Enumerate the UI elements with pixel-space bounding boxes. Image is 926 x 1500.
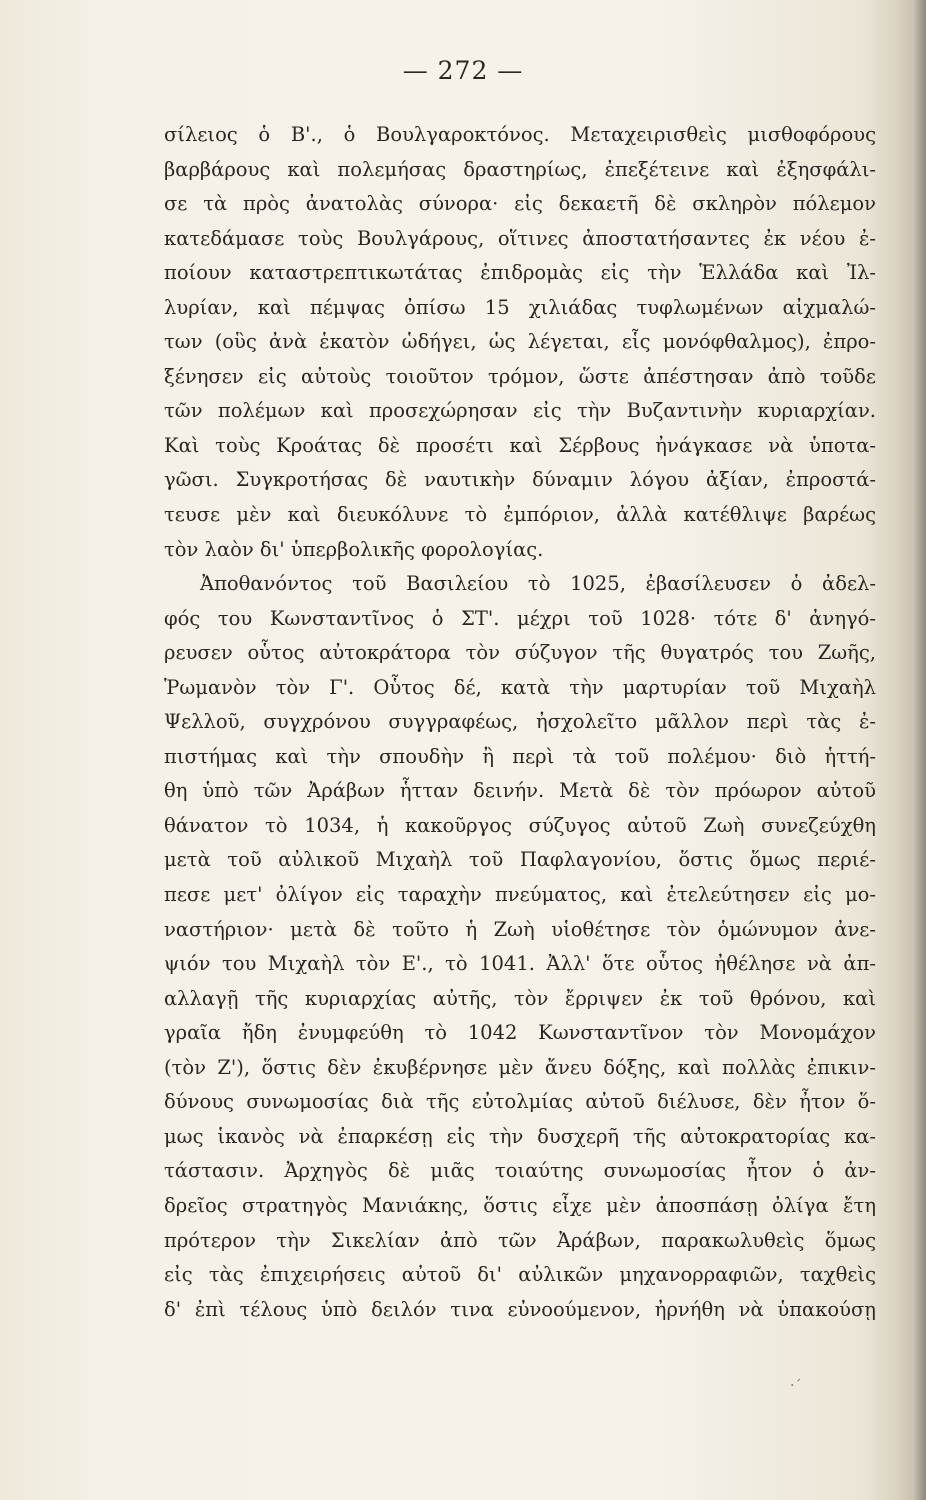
text-line: αλλαγῇ τῆς κυριαρχίας αὐτῆς, τὸν ἔρριψεν ἐκ τοῦ θρόνου, καὶ (164, 986, 876, 1010)
text-line: πεσε μετ' ὀλίγον εἰς ταραχὴν πνεύματος, καὶ ἐτελεύτησεν εἰς μο- (164, 883, 876, 907)
body-text (164, 118, 876, 1327)
text-line: δύνους συνωμοσίας διὰ τῆς εὐτολμίας αὐτοῦ διέλυσε, δὲν ἦτον ὅ- (164, 1090, 876, 1114)
text-line: σίλειος ὁ Β'., ὁ Βουλγαροκτόνος. Μεταχειρισθεὶς μισθοφόρους (164, 123, 876, 146)
text-line: ξένησεν εἰς αὐτοὺς τοιοῦτον τρόμον, ὥστε ἀπέστησαν ἀπὸ τοῦδε (164, 364, 876, 388)
text-line: φός του Κωνσταντῖνος ὁ ΣΤ'. μέχρι τοῦ 1028· τότε δ' ἀνηγό- (164, 606, 876, 630)
text-line: ποίουν καταστρεπτικωτάτας ἐπιδρομὰς εἰς τὴν Ἑλλάδα καὶ Ἰλ- (164, 261, 876, 285)
text-line: Καὶ τοὺς Κροάτας δὲ προσέτι καὶ Σέρβους ἠνάγκασε νὰ ὑποτα- (164, 433, 876, 457)
page-edge-shadow (912, 0, 926, 1500)
text-line: γῶσι. Συγκροτήσας δὲ ναυτικὴν δύναμιν λόγου ἀξίαν, ἐπροστά- (164, 468, 876, 492)
text-line: (τὸν Ζ'), ὅστις δὲν ἐκυβέρνησε μὲν ἄνευ δόξης, καὶ πολλὰς ἐπικιν- (164, 1055, 876, 1079)
text-line: γραῖα ἤδη ἐνυμφεύθη τὸ 1042 Κωνσταντῖνον τὸν Μονομάχον (164, 1021, 876, 1045)
text-line: θάνατον τὸ 1034, ἡ κακοῦργος σύζυγος αὐτοῦ Ζωὴ συνεζεύχθη (164, 813, 876, 837)
text-line: πιστήμας καὶ τὴν σπουδὴν ἢ περὶ τὰ τοῦ πολέμου· διὸ ἡττή- (164, 744, 876, 768)
text-line: τευσε μὲν καὶ διευκόλυνε τὸ ἐμπόριον, ἀλλὰ κατέθλιψε βαρέως (164, 503, 876, 527)
ink-speck: ·´ (790, 1378, 802, 1394)
text-line: τῶν πολέμων καὶ προσεχώρησαν εἰς τὴν Βυζαντινὴν κυριαρχίαν. (164, 399, 876, 423)
text-line: θη ὑπὸ τῶν Ἀράβων ἧτταν δεινήν. Μετὰ δὲ τὸν πρόωρον αὐτοῦ (164, 779, 876, 803)
text-line: σε τὰ πρὸς ἀνατολὰς σύνορα· εἰς δεκαετῆ δὲ σκληρὸν πόλεμον (164, 192, 876, 216)
paragraph-start-line: Ἀποθανόντος τοῦ Βασιλείου τὸ 1025, ἐβασίλευσεν ὁ ἀδελ- (200, 572, 876, 596)
text-line: ναστήριον· μετὰ δὲ τοῦτο ἡ Ζωὴ υἱοθέτησε τὸν ὁμώνυμον ἀνε- (164, 917, 876, 941)
text-line: μως ἱκανὸς νὰ ἐπαρκέσῃ εἰς τὴν δυσχερῆ τῆς αὐτοκρατορίας κα- (164, 1124, 876, 1148)
text-line: δρεῖος στρατηγὸς Μανιάκης, ὅστις εἶχε μὲν ἀποσπάσῃ ὀλίγα ἔτη (164, 1193, 876, 1217)
page-number: — 272 — (402, 56, 524, 85)
text-line: των (οὓς ἀνὰ ἑκατὸν ὡδήγει, ὡς λέγεται, εἷς μονόφθαλμος), ἐπρο- (164, 330, 876, 354)
text-line: ψιόν του Μιχαὴλ τὸν Ε'., τὸ 1041. Ἀλλ' ὅτε οὗτος ἠθέλησε νὰ ἀπ- (164, 952, 876, 976)
text-line: βαρβάρους καὶ πολεμήσας δραστηρίως, ἐπεξέτεινε καὶ ἐξησφάλι- (164, 157, 876, 181)
text-line: Ψελλοῦ, συγχρόνου συγγραφέως, ἠσχολεῖτο μᾶλλον περὶ τὰς ἐ- (164, 710, 876, 734)
text-line: μετὰ τοῦ αὐλικοῦ Μιχαὴλ τοῦ Παφλαγονίου, ὅστις ὅμως περιέ- (164, 848, 876, 872)
text-line: τάστασιν. Ἀρχηγὸς δὲ μιᾶς τοιαύτης συνωμοσίας ἦτον ὁ ἀν- (164, 1159, 876, 1183)
text-line: Ῥωμανὸν τὸν Γ'. Οὗτος δέ, κατὰ τὴν μαρτυρίαν τοῦ Μιχαὴλ (164, 675, 876, 699)
text-line: εἰς τὰς ἐπιχειρήσεις αὐτοῦ δι' αὐλικῶν μηχανορραφιῶν, ταχθεὶς (164, 1263, 876, 1287)
text-line: ρευσεν οὗτος αὐτοκράτορα τὸν σύζυγον τῆς θυγατρός του Ζωῆς, (164, 641, 876, 665)
text-line: λυρίαν, καὶ πέμψας ὀπίσω 15 χιλιάδας τυφλωμένων αἰχμαλώ- (164, 295, 876, 319)
text-line: δ' ἐπὶ τέλους ὑπὸ δειλόν τινα εὐνοούμενον, ἠρνήθη νὰ ὑπακούσῃ (164, 1297, 876, 1321)
text-line: κατεδάμασε τοὺς Βουλγάρους, οἵτινες ἀποστατήσαντες ἐκ νέου ἐ- (164, 226, 876, 250)
text-line: πρότερον τὴν Σικελίαν ἀπὸ τῶν Ἀράβων, παρακωλυθεὶς ὅμως (164, 1228, 876, 1252)
paragraph-end-line: τὸν λαὸν δι' ὑπερβολικῆς φορολογίας. (164, 537, 544, 561)
